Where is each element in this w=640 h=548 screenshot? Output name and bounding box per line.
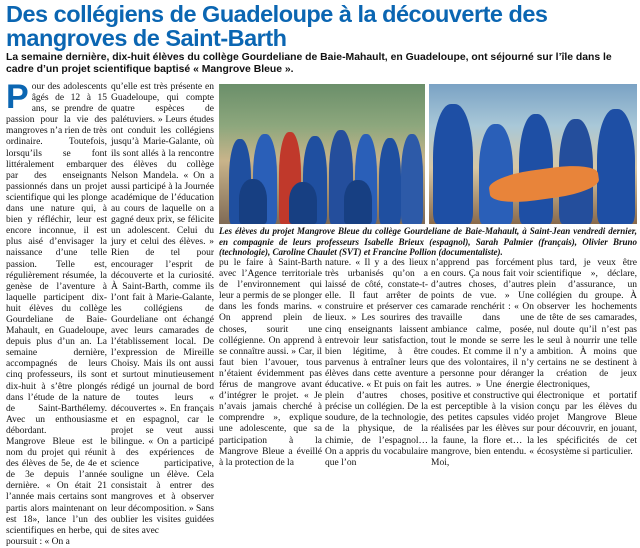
headline: Des collégiens de Guadeloupe à la découverte des mangroves de Saint-Barth (6, 1, 548, 51)
article-paragraph: pu le faire à Saint-Barth avec l’Agence territoriale de l’environnement qui leur a permis de se plonger dans les fonds marins. « On apprend plein de choses, sourit une collégienne. On apprend à se connaître aussi. » Car, il faut bien l’avouer, tous n’étaient évidemment pas férus de mangrove avant d’intégrer le projet. « Je n’avais jamais cherché à comprendre », explique une adolescente, que sa participation à la Mangrove Bleue a éveillé à la protection de la (219, 258, 322, 468)
article-deck: La semaine dernière, dix-huit élèves du collège Gourdeliane de Baie-Mahault, en Guadeloupe, ont séjourné sur l’île dans le cadre d’un projet scientifique baptisé « Mangrove Bleue ». (6, 52, 612, 75)
students-photo-lab (429, 84, 637, 224)
article-column-2 (111, 82, 214, 536)
drop-cap: P (6, 78, 29, 116)
article-column-3 (219, 258, 322, 468)
article-paragraph: qu’elle est très présente en Guadeloupe, qui compte quatre espèces de palétuviers. » Leurs études ont conduit les collégiens jusqu’à Marie-Galante, où ils sont allés à la rencontre des élèves du collège Nelson Mandela. « On a aussi participé à la Journée académique de l’éducation au cours de laquelle on a gagné deux prix, se félicite un adolescent. Celui du jury et celui des élèves. » Rien de tel pour encourager l’esprit de découverte et la curiosité. À Saint-Barth, comme ils l’ont fait à Marie-Galante, les collégiens de Gourdeliane ont échangé avec leurs camarades de l’établissement local. De l’expression de Mireille Choisy. Mais ils ont aussi et surtout minutieusement rédigé un journal de bord de toutes leurs « découvertes ». En français et en espagnol, car le projet se veut aussi bilingue. « On a participé à des expériences de science participative, souligne un élève. Cela consistait à entrer des mangroves et à observer leur décomposition. » Sans oublier les visites guidées de sites avec (111, 82, 214, 536)
article-paragraph: Mangrove Bleue est le nom du projet qui réunit des élèves de 5e, de 4e et de 3e depuis l’année dernière. « On était 21 l’année mais certains sont partis alors maintenant on est 18», lance l’un des scientifiques en herbe, qui poursuit : « On a (6, 437, 107, 547)
article-column-5 (431, 258, 534, 468)
article-column-1 (6, 78, 107, 547)
article-paragraph: nature. « Il y a des lieux très urbanisés qu’on a laissé de côté, constate-t-elle. Il faut arrêter de construire et préserver ces lieux. » Les sourires des cinq enseignants laissent entrevoir leur satisfaction, bien légitime, à être parvenus à entraîner leurs élèves dans cette aventure éducative. « Et puis on fait plein d’autres choses, précise un collégien. De la soudure, de la technologie, de la physique, de la chimie, de l’espagnol… On a appris du vocabulaire que l’on (325, 258, 428, 468)
article-column-4 (325, 258, 428, 468)
group-photo-outdoor (219, 84, 425, 224)
article-paragraph: plus tard, je veux être scientifique », déclare, plein d’assurance, un collégien du groupe. À observer les hochements de tête de ses camarades, nul doute qu’il n’est pas le seul à nourrir une telle ambition. À moins que certains ne se destinent à la création de jeux électroniques, électronique et portatif conçu par les élèves du projet Mangrove Bleue pour découvrir, en jouant, les spécificités de cet écosystème si particulier. (537, 258, 637, 457)
article-paragraph: our des adolescents âgés de 12 à 15 ans, se prendre de passion pour la vie des mangroves n’a rien de très ordinaire. Toutefois, lorsqu’ils se font littéralement embarquer par des enseignants passionnés dans un projet scientifique qui les plonge dans une nature qui, à bien y réfléchir, leur est encore inconnue, il est plus aisé d’envisager la naissance d’une telle passion. Telle est, régulièrement résumée, la genèse de l’aventure à laquelle participent dix-huit élèves du collège Gourdeliane de Baie-Mahault, en Guadeloupe, depuis plus d’un an. La semaine dernière, accompagnés de leurs cinq professeurs, ils sont dix-huit à s’être plongés dans l’étude de la nature de Saint-Barthélemy. Avec un enthousiasme débordant. (6, 82, 107, 436)
article-column-6 (537, 258, 637, 457)
photo-caption: Les élèves du projet Mangrove Bleue du collège Gourdeliane de Baie-Mahault, à Saint-Jean vendredi dernier, en compagnie de leurs professeurs Isabelle Brieux (espagnol), Sarah Palmier (français), Olivier Bruno (technologie), Caroline Chaulet (SVT) et Francine Pollion (documentaliste). (219, 226, 637, 258)
article-paragraph: n’apprend pas forcément en cours. Ça nous fait voir d’autres choses, d’autres points de vue. » Une camarade renchérit : « On travaille dans une ambiance calme, posée, tout le monde se serre les coudes. Et comme il n’y a que des volontaires, il n’y a personne pour déranger les autres. » Une énergie positive et constructive qui est perceptible à la vision des petites capsules vidéo réalisées par les élèves sur la faune, la flore et… la mangrove, bien entendu. « Moi, (431, 258, 534, 468)
